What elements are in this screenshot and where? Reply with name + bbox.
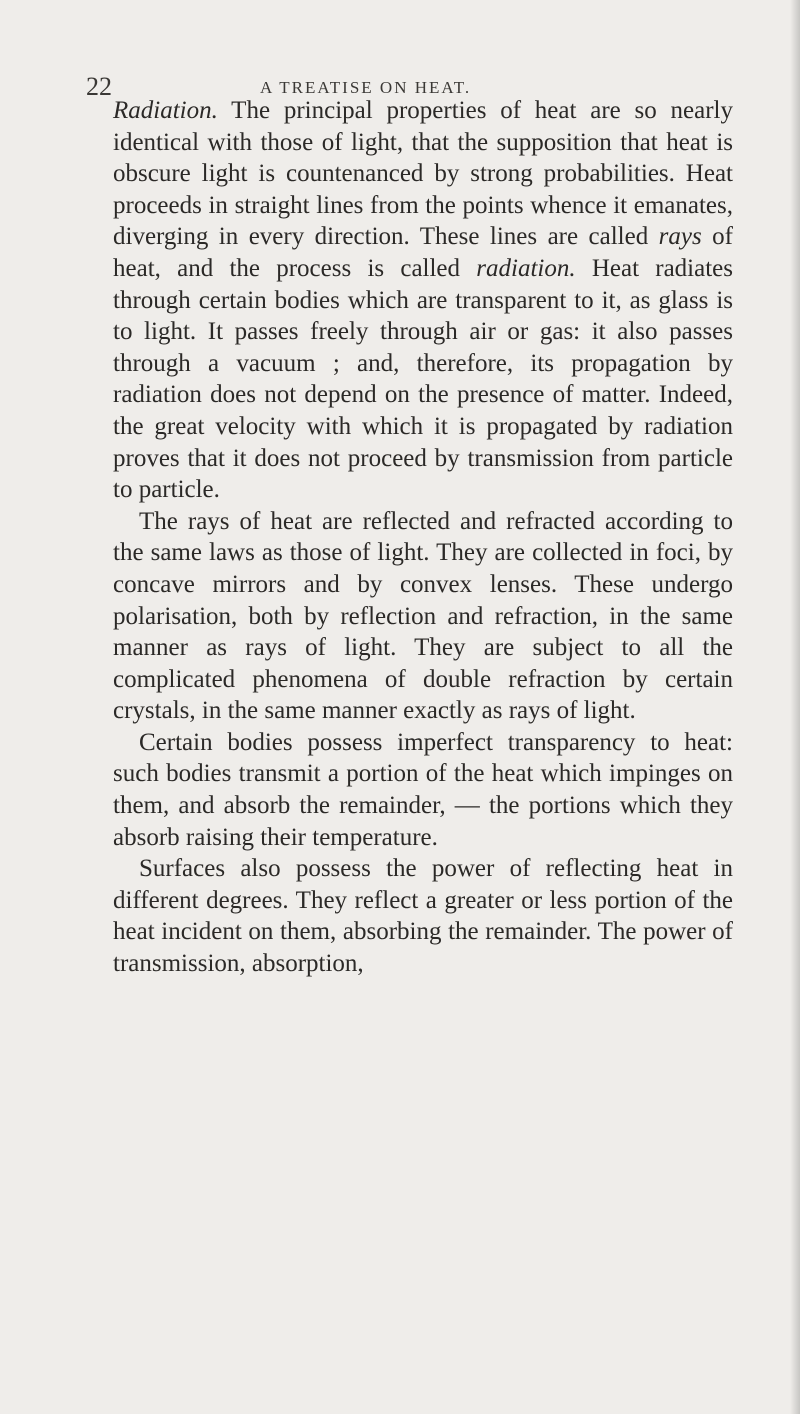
italic-term-radiation: radiation. bbox=[476, 254, 576, 282]
paragraph-surfaces: Surfaces also possess the power of reflecting heat in different degrees. They reflect a greater or less portion of the heat incident on them, absorbing the remainder. The power of transmission, absorption, bbox=[113, 855, 733, 978]
paragraph-text: Heat radiates through certain bodies which are transparent to it, as glass is to light. It passes freely through air or gas: it also passes through a vacuum ; and, therefore, its propagation by radiation does not depend on the presence of matter. Indeed, the great velocity with which it is propagated by radiation proves that it does not proceed by transmission from particle to particle. bbox=[113, 254, 733, 504]
running-head: A TREATISE ON HEAT. bbox=[260, 78, 472, 97]
body-text bbox=[113, 95, 733, 980]
page-edge-shadow bbox=[790, 0, 800, 1414]
paragraph-radiation bbox=[113, 95, 733, 506]
paragraph-text: The principal properties of heat are so nearly identical with those of light, that the supposition that heat is obscure light is countenanced by strong probabilities. Heat proceeds in straight lines from the points whence it emanates, diverging in every direction. These lines are called bbox=[113, 97, 733, 251]
paragraph-reflection: The rays of heat are reflected and refracted according to the same laws as those of light. They are collected in foci, by concave mirrors and by convex lenses. These undergo polarisation, both by reflection and refraction, in the same manner as rays of light. They are subject to all the complicated phenomena of double refraction by certain crystals, in the same manner exactly as rays of light. bbox=[113, 507, 733, 725]
italic-term-rays: rays bbox=[658, 223, 702, 251]
paragraph-text: of heat, and the process is called bbox=[113, 223, 733, 282]
paragraph-transparency: Certain bodies possess imperfect transparency to heat: such bodies transmit a portion of the heat which impinges on them, and absorb the remainder, — the portions which they absorb raising their temperature. bbox=[113, 728, 733, 851]
page-number: 22 bbox=[86, 72, 112, 101]
section-lead-italic: Radiation. bbox=[113, 97, 218, 124]
